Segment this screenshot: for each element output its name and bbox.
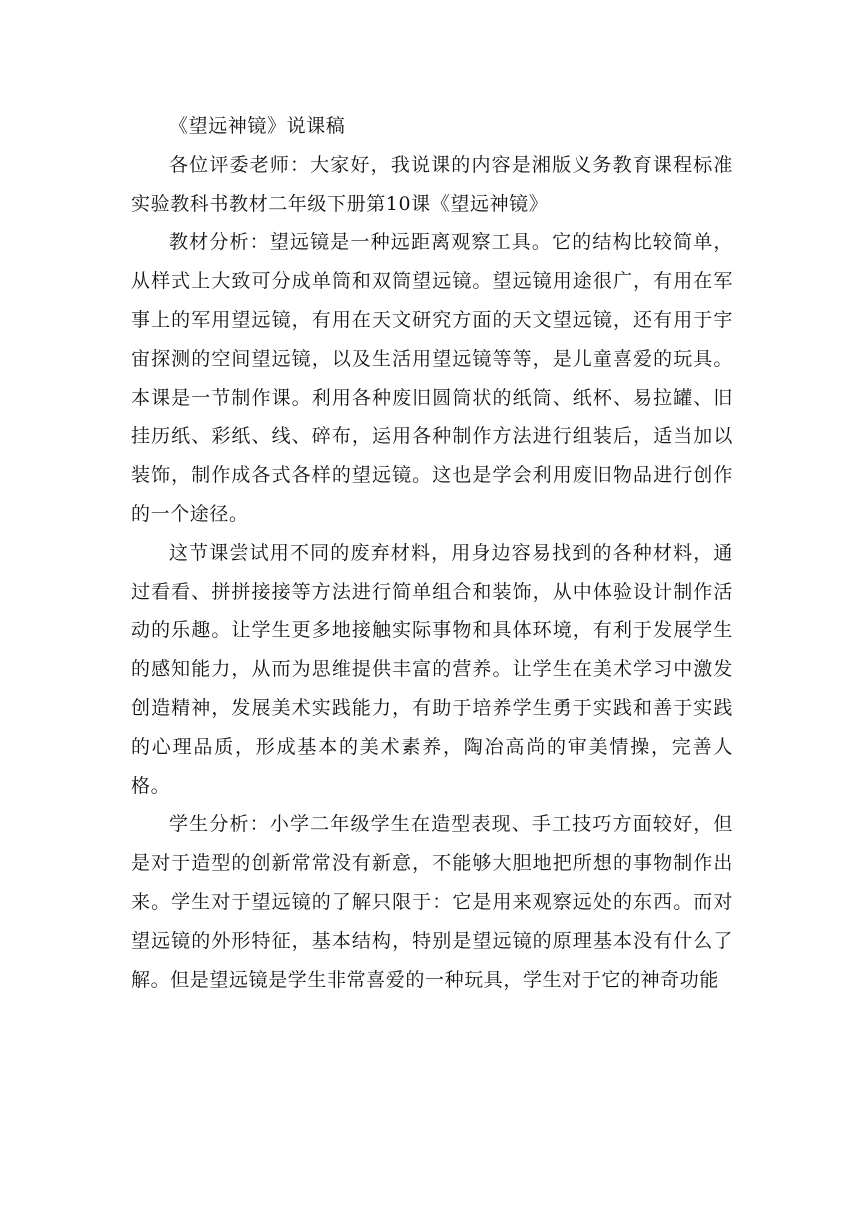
paragraph-lesson-purpose: 这节课尝试用不同的废弃材料，用身边容易找到的各种材料，通过看看、拼拼接接等方法进行简单组合和装饰，从中体验设计制作活动的乐趣。让学生更多地接触实际事物和具体环境，有利于发展学生的感知能力，从而为思维提供丰富的营养。让学生在美术学习中激发创造精神，发展美术实践能力，有助于培养学生勇于实践和善于实践的心理品质，形成基本的美术素养，陶冶高尚的审美情操，完善人格。	[131, 541, 733, 797]
paragraph-greeting: 各位评委老师：大家好，我说课的内容是湘版义务教育课程标准实验教科书教材二年级下册第10课《望远神镜》	[131, 153, 733, 215]
paragraph-student-analysis: 学生分析：小学二年级学生在造型表现、手工技巧方面较好，但是对于造型的创新常常没有新意，不能够大胆地把所想的事物制作出来。学生对于望远镜的了解只限于：它是用来观察远处的东西。而对望远镜的外形特征，基本结构，特别是望远镜的原理基本没有什么了解。但是望远镜是学生非常喜爱的一种玩具，学生对于它的神奇功能	[131, 813, 733, 991]
document-title: 《望远神镜》说课稿	[169, 115, 346, 137]
document-body	[131, 107, 733, 999]
paragraph-textbook-analysis: 教材分析：望远镜是一种远距离观察工具。它的结构比较简单，从样式上大致可分成单筒和双筒望远镜。望远镜用途很广，有用在军事上的军用望远镜，有用在天文研究方面的天文望远镜，还有用于宇宙探测的空间望远镜，以及生活用望远镜等等，是儿童喜爱的玩具。本课是一节制作课。利用各种废旧圆筒状的纸筒、纸杯、易拉罐、旧挂历纸、彩纸、线、碎布，运用各种制作方法进行组装后，适当加以装饰，制作成各式各样的望远镜。这也是学会利用废旧物品进行创作的一个途径。	[131, 231, 733, 525]
